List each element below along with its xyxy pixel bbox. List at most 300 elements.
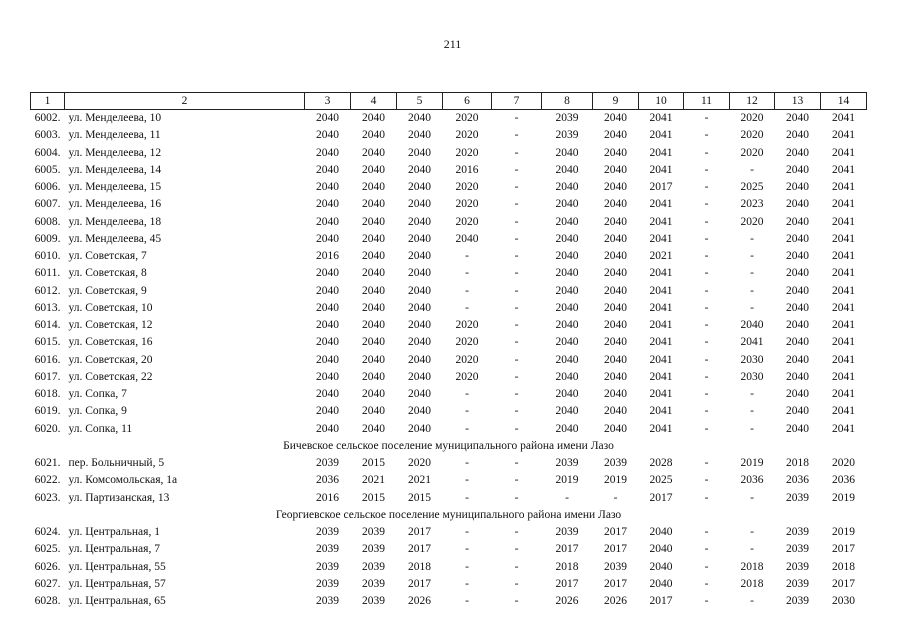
value-cell: 2017 bbox=[604, 543, 627, 556]
value-cell: 2040 bbox=[316, 215, 339, 228]
value-cell: 2040 bbox=[604, 284, 627, 297]
value-cell: 2039 bbox=[604, 457, 627, 469]
column-header: 3 bbox=[305, 93, 351, 110]
value-cell: 2040 bbox=[786, 146, 809, 159]
schedule-table bbox=[30, 92, 867, 610]
value-cell: 2041 bbox=[832, 405, 855, 418]
value-cell: - bbox=[704, 491, 709, 504]
value-cell: - bbox=[514, 267, 519, 280]
table-row bbox=[31, 403, 867, 420]
value-cell: - bbox=[514, 474, 519, 487]
address-cell: ул. Советская, 8 bbox=[68, 267, 147, 280]
value-cell: 2040 bbox=[408, 422, 431, 435]
value-cell: 2040 bbox=[362, 353, 385, 366]
value-cell: 2040 bbox=[362, 198, 385, 211]
value-cell: 2040 bbox=[362, 284, 385, 297]
value-cell: 2016 bbox=[455, 163, 479, 176]
value-cell: 2040 bbox=[604, 232, 627, 245]
table-row bbox=[31, 248, 867, 265]
table-row bbox=[31, 145, 867, 162]
value-cell: 2040 bbox=[362, 301, 385, 314]
value-cell: 2040 bbox=[649, 560, 673, 573]
value-cell: - bbox=[514, 388, 519, 400]
value-cell: 2040 bbox=[555, 405, 579, 418]
value-cell: 2015 bbox=[408, 491, 431, 504]
value-cell: - bbox=[465, 457, 469, 469]
value-cell: 2041 bbox=[832, 319, 855, 331]
value-cell: 2040 bbox=[604, 301, 627, 314]
value-cell: 2040 bbox=[408, 232, 431, 245]
column-header: 11 bbox=[684, 93, 730, 110]
value-cell: - bbox=[514, 422, 519, 435]
value-cell: 2040 bbox=[362, 232, 385, 245]
value-cell: - bbox=[750, 250, 754, 262]
value-cell: 2040 bbox=[408, 319, 431, 331]
value-cell: 2017 bbox=[555, 543, 579, 556]
value-cell: 2041 bbox=[832, 250, 855, 262]
table-row bbox=[31, 231, 867, 248]
value-cell: - bbox=[465, 526, 469, 538]
row-number: 6017. bbox=[34, 370, 61, 383]
row-number: 6027. bbox=[34, 577, 61, 590]
address-cell: ул. Менделеева, 45 bbox=[68, 232, 162, 245]
value-cell: - bbox=[750, 388, 754, 400]
value-cell: 2040 bbox=[316, 319, 339, 331]
table-row bbox=[31, 214, 867, 231]
value-cell: 2041 bbox=[649, 336, 673, 349]
value-cell: 2019 bbox=[832, 526, 855, 538]
row-number: 6024. bbox=[34, 526, 61, 538]
value-cell: 2039 bbox=[316, 577, 339, 590]
value-cell: 2016 bbox=[316, 491, 339, 504]
column-header: 14 bbox=[821, 93, 867, 110]
value-cell: - bbox=[750, 595, 754, 607]
value-cell: - bbox=[704, 474, 709, 487]
value-cell: 2040 bbox=[408, 301, 431, 314]
value-cell: 2040 bbox=[362, 112, 385, 124]
value-cell: 2041 bbox=[649, 301, 673, 314]
value-cell: 2040 bbox=[555, 267, 579, 280]
value-cell: 2041 bbox=[649, 353, 673, 366]
value-cell: 2017 bbox=[604, 526, 627, 538]
value-cell: 2041 bbox=[649, 163, 673, 176]
value-cell: - bbox=[514, 232, 519, 245]
value-cell: 2040 bbox=[316, 181, 339, 193]
value-cell: - bbox=[704, 284, 709, 297]
value-cell: - bbox=[465, 422, 469, 435]
table-row bbox=[31, 334, 867, 351]
column-header: 12 bbox=[730, 93, 775, 110]
value-cell: 2020 bbox=[455, 112, 479, 124]
column-header: 1 bbox=[31, 93, 65, 110]
table-row bbox=[31, 196, 867, 213]
address-cell: ул. Менделеева, 11 bbox=[68, 129, 161, 142]
value-cell: - bbox=[704, 405, 709, 418]
table-row bbox=[31, 421, 867, 438]
value-cell: 2039 bbox=[316, 595, 339, 607]
value-cell: 2040 bbox=[555, 370, 579, 383]
value-cell: 2020 bbox=[832, 457, 855, 469]
value-cell: 2040 bbox=[555, 319, 579, 331]
value-cell: 2020 bbox=[740, 112, 764, 124]
value-cell: 2039 bbox=[555, 526, 579, 538]
value-cell: - bbox=[514, 336, 519, 349]
row-number: 6005. bbox=[34, 163, 61, 176]
value-cell: 2017 bbox=[649, 595, 673, 607]
value-cell: 2039 bbox=[555, 129, 579, 142]
value-cell: 2039 bbox=[786, 577, 809, 590]
value-cell: 2040 bbox=[362, 422, 385, 435]
address-cell: ул. Центральная, 1 bbox=[68, 526, 160, 538]
value-cell: 2019 bbox=[604, 474, 627, 487]
value-cell: 2020 bbox=[455, 198, 479, 211]
value-cell: 2017 bbox=[604, 577, 627, 590]
value-cell: 2039 bbox=[786, 560, 809, 573]
value-cell: 2016 bbox=[316, 250, 339, 262]
value-cell: 2017 bbox=[408, 577, 431, 590]
value-cell: 2040 bbox=[408, 129, 431, 142]
value-cell: 2017 bbox=[649, 491, 673, 504]
table-row bbox=[31, 283, 867, 300]
value-cell: 2040 bbox=[649, 526, 673, 538]
value-cell: 2019 bbox=[832, 491, 855, 504]
table-row bbox=[31, 472, 867, 489]
value-cell: 2040 bbox=[316, 163, 339, 176]
value-cell: 2040 bbox=[604, 267, 627, 280]
address-cell: ул. Менделеева, 15 bbox=[68, 181, 162, 193]
value-cell: 2040 bbox=[362, 388, 385, 400]
value-cell: 2040 bbox=[604, 319, 627, 331]
address-cell: ул. Советская, 7 bbox=[68, 250, 147, 262]
value-cell: 2020 bbox=[455, 353, 479, 366]
row-number: 6020. bbox=[34, 422, 61, 435]
value-cell: 2040 bbox=[408, 215, 431, 228]
value-cell: 2040 bbox=[362, 405, 385, 418]
value-cell: 2025 bbox=[649, 474, 673, 487]
value-cell: 2015 bbox=[362, 491, 385, 504]
value-cell: 2040 bbox=[316, 388, 339, 400]
value-cell: 2041 bbox=[649, 284, 673, 297]
address-cell: ул. Советская, 12 bbox=[68, 319, 153, 331]
table-row bbox=[31, 110, 867, 128]
value-cell: 2040 bbox=[604, 336, 627, 349]
value-cell: 2041 bbox=[832, 284, 855, 297]
value-cell: - bbox=[750, 491, 754, 504]
value-cell: 2040 bbox=[408, 146, 431, 159]
table-row bbox=[31, 386, 867, 403]
value-cell: 2040 bbox=[408, 284, 431, 297]
row-number: 6026. bbox=[34, 560, 61, 573]
value-cell: 2040 bbox=[555, 198, 579, 211]
value-cell: 2018 bbox=[740, 560, 764, 573]
value-cell: 2041 bbox=[832, 163, 855, 176]
value-cell: 2040 bbox=[604, 146, 627, 159]
value-cell: 2040 bbox=[408, 388, 431, 400]
value-cell: 2020 bbox=[455, 370, 479, 383]
value-cell: 2040 bbox=[740, 319, 764, 331]
value-cell: - bbox=[514, 146, 519, 159]
value-cell: - bbox=[750, 543, 754, 556]
value-cell: 2039 bbox=[604, 560, 627, 573]
value-cell: 2040 bbox=[362, 250, 385, 262]
value-cell: 2040 bbox=[408, 336, 431, 349]
address-cell: ул. Советская, 10 bbox=[68, 301, 153, 314]
value-cell: - bbox=[514, 370, 519, 383]
value-cell: 2020 bbox=[740, 129, 764, 142]
value-cell: 2040 bbox=[362, 163, 385, 176]
table-row bbox=[31, 127, 867, 144]
row-number: 6006. bbox=[34, 181, 61, 193]
value-cell: 2040 bbox=[604, 181, 627, 193]
value-cell: 2017 bbox=[555, 577, 579, 590]
value-cell: - bbox=[704, 163, 709, 176]
value-cell: - bbox=[465, 577, 469, 590]
value-cell: - bbox=[514, 181, 519, 193]
address-cell: ул. Советская, 9 bbox=[68, 284, 147, 297]
value-cell: - bbox=[465, 250, 469, 262]
value-cell: 2040 bbox=[786, 112, 809, 124]
value-cell: 2040 bbox=[786, 232, 809, 245]
row-number: 6019. bbox=[34, 405, 61, 418]
value-cell: 2023 bbox=[740, 198, 764, 211]
row-number: 6021. bbox=[34, 457, 61, 469]
address-cell: ул. Менделеева, 18 bbox=[68, 215, 162, 228]
value-cell: 2040 bbox=[604, 198, 627, 211]
value-cell: 2040 bbox=[604, 422, 627, 435]
value-cell: 2026 bbox=[408, 595, 431, 607]
row-number: 6008. bbox=[34, 215, 61, 228]
value-cell: 2019 bbox=[555, 474, 579, 487]
value-cell: 2041 bbox=[832, 215, 855, 228]
value-cell: 2036 bbox=[786, 474, 809, 487]
value-cell: - bbox=[704, 577, 709, 590]
row-number: 6003. bbox=[34, 129, 61, 142]
value-cell: 2018 bbox=[740, 577, 764, 590]
value-cell: 2040 bbox=[362, 129, 385, 142]
value-cell: - bbox=[514, 301, 519, 314]
value-cell: - bbox=[514, 215, 519, 228]
value-cell: 2039 bbox=[555, 112, 579, 124]
value-cell: 2040 bbox=[786, 215, 809, 228]
row-number: 6015. bbox=[34, 336, 61, 349]
value-cell: 2020 bbox=[408, 457, 431, 469]
value-cell: 2039 bbox=[316, 457, 339, 469]
value-cell: 2040 bbox=[316, 353, 339, 366]
row-number: 6022. bbox=[34, 474, 61, 487]
value-cell: 2030 bbox=[740, 370, 764, 383]
value-cell: 2041 bbox=[832, 267, 855, 280]
value-cell: 2041 bbox=[649, 129, 673, 142]
value-cell: - bbox=[704, 146, 709, 159]
value-cell: 2040 bbox=[555, 422, 579, 435]
value-cell: 2041 bbox=[832, 198, 855, 211]
value-cell: 2040 bbox=[408, 267, 431, 280]
value-cell: 2039 bbox=[786, 491, 809, 504]
value-cell: 2041 bbox=[649, 388, 673, 400]
value-cell: - bbox=[465, 388, 469, 400]
value-cell: - bbox=[565, 491, 569, 504]
value-cell: - bbox=[750, 405, 754, 418]
value-cell: 2017 bbox=[832, 577, 855, 590]
value-cell: 2040 bbox=[408, 353, 431, 366]
value-cell: 2040 bbox=[362, 267, 385, 280]
column-header: 8 bbox=[542, 93, 593, 110]
value-cell: - bbox=[514, 163, 519, 176]
value-cell: 2041 bbox=[832, 232, 855, 245]
value-cell: 2040 bbox=[408, 112, 431, 124]
value-cell: 2040 bbox=[555, 146, 579, 159]
value-cell: 2040 bbox=[604, 405, 627, 418]
address-cell: пер. Больничный, 5 bbox=[68, 457, 165, 469]
value-cell: - bbox=[465, 284, 469, 297]
table-body bbox=[31, 110, 867, 611]
value-cell: 2021 bbox=[649, 250, 673, 262]
value-cell: - bbox=[704, 526, 709, 538]
value-cell: - bbox=[704, 181, 709, 193]
value-cell: 2020 bbox=[455, 181, 479, 193]
address-cell: ул. Менделеева, 16 bbox=[68, 198, 162, 211]
value-cell: - bbox=[704, 370, 709, 383]
value-cell: 2040 bbox=[786, 129, 809, 142]
value-cell: - bbox=[465, 543, 469, 556]
value-cell: 2041 bbox=[832, 301, 855, 314]
value-cell: 2039 bbox=[555, 457, 579, 469]
value-cell: 2041 bbox=[649, 198, 673, 211]
value-cell: - bbox=[704, 388, 709, 400]
value-cell: 2041 bbox=[832, 146, 855, 159]
value-cell: - bbox=[465, 595, 469, 607]
value-cell: 2020 bbox=[455, 215, 479, 228]
value-cell: - bbox=[704, 319, 709, 331]
value-cell: 2017 bbox=[832, 543, 855, 556]
value-cell: - bbox=[465, 560, 469, 573]
value-cell: 2041 bbox=[832, 129, 855, 142]
value-cell: 2040 bbox=[604, 353, 627, 366]
value-cell: - bbox=[704, 198, 709, 211]
value-cell: 2041 bbox=[649, 215, 673, 228]
value-cell: 2040 bbox=[604, 215, 627, 228]
value-cell: 2040 bbox=[316, 267, 339, 280]
value-cell: 2017 bbox=[408, 543, 431, 556]
value-cell: - bbox=[465, 267, 469, 280]
value-cell: 2040 bbox=[786, 198, 809, 211]
value-cell: 2040 bbox=[408, 250, 431, 262]
value-cell: 2040 bbox=[786, 353, 809, 366]
address-cell: ул. Сопка, 9 bbox=[68, 405, 127, 418]
value-cell: 2039 bbox=[316, 560, 339, 573]
value-cell: 2028 bbox=[649, 457, 673, 469]
value-cell: 2021 bbox=[408, 474, 431, 487]
value-cell: - bbox=[465, 301, 469, 314]
value-cell: - bbox=[750, 267, 754, 280]
value-cell: 2020 bbox=[455, 146, 479, 159]
value-cell: 2040 bbox=[408, 163, 431, 176]
value-cell: 2041 bbox=[832, 388, 855, 400]
address-cell: ул. Сопка, 11 bbox=[68, 422, 133, 435]
value-cell: 2040 bbox=[604, 163, 627, 176]
value-cell: 2039 bbox=[362, 560, 385, 573]
column-header: 2 bbox=[65, 93, 305, 110]
value-cell: - bbox=[613, 491, 618, 504]
value-cell: 2040 bbox=[555, 215, 579, 228]
value-cell: 2040 bbox=[786, 267, 809, 280]
column-header: 4 bbox=[351, 93, 397, 110]
value-cell: 2036 bbox=[740, 474, 764, 487]
value-cell: - bbox=[514, 595, 519, 607]
value-cell: - bbox=[465, 491, 469, 504]
value-cell: 2040 bbox=[316, 405, 339, 418]
value-cell: 2026 bbox=[555, 595, 579, 607]
value-cell: 2040 bbox=[362, 319, 385, 331]
table-row bbox=[31, 541, 867, 558]
table-row bbox=[31, 352, 867, 369]
value-cell: 2040 bbox=[455, 232, 479, 245]
value-cell: 2040 bbox=[786, 336, 809, 349]
value-cell: 2020 bbox=[740, 146, 764, 159]
value-cell: - bbox=[514, 560, 519, 573]
value-cell: 2018 bbox=[555, 560, 579, 573]
value-cell: - bbox=[514, 491, 519, 504]
value-cell: - bbox=[704, 215, 709, 228]
section-title: Георгиевское сельское поселение муниципального района имени Лазо bbox=[275, 508, 622, 521]
table-row bbox=[31, 559, 867, 576]
value-cell: - bbox=[750, 526, 754, 538]
value-cell: - bbox=[704, 595, 709, 607]
address-cell: ул. Центральная, 57 bbox=[68, 577, 166, 590]
value-cell: 2040 bbox=[786, 405, 809, 418]
value-cell: - bbox=[514, 112, 519, 124]
row-number: 6007. bbox=[34, 198, 61, 211]
value-cell: 2040 bbox=[362, 336, 385, 349]
value-cell: - bbox=[514, 577, 519, 590]
value-cell: 2040 bbox=[786, 181, 809, 193]
row-number: 6009. bbox=[34, 232, 61, 245]
value-cell: 2041 bbox=[649, 370, 673, 383]
table-row bbox=[31, 265, 867, 282]
table-row bbox=[31, 593, 867, 610]
value-cell: 2039 bbox=[362, 526, 385, 538]
value-cell: 2026 bbox=[604, 595, 627, 607]
value-cell: - bbox=[704, 422, 709, 435]
address-cell: ул. Центральная, 65 bbox=[68, 595, 166, 607]
value-cell: 2041 bbox=[832, 181, 855, 193]
value-cell: - bbox=[704, 353, 709, 366]
row-number: 6004. bbox=[34, 146, 61, 159]
value-cell: 2040 bbox=[555, 181, 579, 193]
value-cell: - bbox=[514, 457, 519, 469]
table-row bbox=[31, 300, 867, 317]
value-cell: 2020 bbox=[455, 336, 479, 349]
value-cell: 2015 bbox=[362, 457, 385, 469]
value-cell: 2040 bbox=[408, 198, 431, 211]
value-cell: - bbox=[465, 405, 469, 418]
address-cell: ул. Менделеева, 14 bbox=[68, 163, 162, 176]
value-cell: - bbox=[514, 319, 519, 331]
value-cell: 2040 bbox=[555, 353, 579, 366]
value-cell: 2017 bbox=[408, 526, 431, 538]
row-number: 6023. bbox=[34, 491, 61, 504]
value-cell: 2040 bbox=[362, 215, 385, 228]
value-cell: - bbox=[514, 129, 519, 142]
row-number: 6014. bbox=[34, 319, 61, 331]
page-number: 211 bbox=[443, 37, 462, 51]
column-header: 9 bbox=[593, 93, 639, 110]
value-cell: - bbox=[514, 526, 519, 538]
header-row bbox=[31, 93, 867, 110]
value-cell: - bbox=[750, 422, 754, 435]
row-number: 6011. bbox=[34, 267, 61, 280]
value-cell: - bbox=[750, 301, 754, 314]
